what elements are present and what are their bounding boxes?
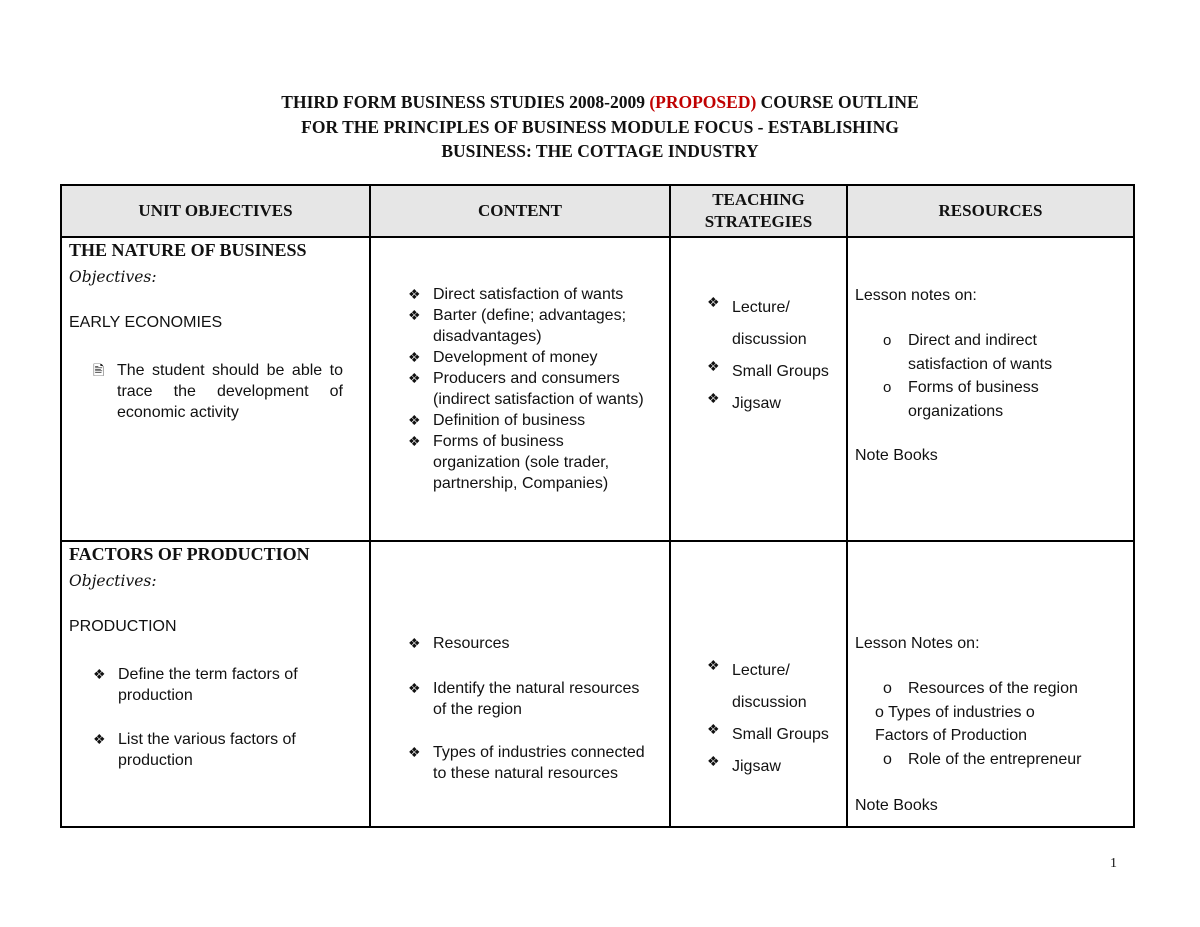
resources-intro: Lesson notes on:	[855, 287, 977, 304]
circle-bullet-icon: o	[883, 680, 892, 697]
diamond-bullet-icon: ❖	[408, 286, 421, 302]
list-item: ❖ Identify the natural resources of the region	[408, 680, 640, 718]
diamond-bullet-icon: ❖	[408, 744, 421, 760]
strategy-list	[707, 292, 832, 420]
diamond-bullet-icon: ❖	[408, 412, 421, 428]
table-row	[61, 541, 1134, 827]
resources-intro: Lesson Notes on:	[855, 635, 980, 652]
diamond-bullet-icon: ❖	[707, 294, 720, 310]
diamond-bullet-icon: ❖	[408, 680, 421, 696]
list-item: ❖ Forms of business organization (sole trader, partnership, Companies)	[408, 433, 610, 492]
list-item: ❖ Jigsaw	[707, 388, 832, 420]
list-item: o Direct and indirect satisfaction of wants	[883, 329, 1078, 376]
page-number: 1	[1110, 856, 1117, 871]
list-item: ❖ Resources	[408, 635, 510, 652]
unit-objectives-cell	[61, 541, 370, 827]
content-cell	[370, 237, 670, 541]
resources-cell	[847, 541, 1134, 827]
proposed-label: (PROPOSED)	[649, 92, 757, 112]
diamond-bullet-icon: ❖	[93, 666, 106, 682]
title-line-3: BUSINESS: THE COTTAGE INDUSTRY	[441, 141, 759, 161]
list-item: Factors of Production	[875, 727, 1028, 744]
diamond-bullet-icon: ❖	[707, 721, 720, 737]
list-item: ❖ List the various factors of production	[93, 731, 296, 769]
content-cell	[370, 541, 670, 827]
list-item: ❖ Development of money	[408, 349, 598, 366]
resources-list	[875, 677, 1128, 771]
title-line-2: FOR THE PRINCIPLES OF BUSINESS MODULE FOCUS - ESTABLISHING	[301, 116, 899, 137]
topic-heading: PRODUCTION	[69, 618, 177, 635]
circle-bullet-icon: o	[883, 750, 892, 768]
diamond-bullet-icon: ❖	[707, 390, 720, 406]
topic-heading: EARLY ECONOMIES	[69, 314, 223, 331]
list-item: ❖ Define the term factors of production	[93, 666, 298, 704]
list-item: 🖹 The student should be able to trace the development of economic activity	[93, 362, 343, 421]
list-item: ❖ Definition of business	[408, 412, 586, 429]
circle-bullet-icon: o	[875, 703, 884, 721]
content-list	[408, 633, 653, 784]
resources-note: Note Books	[855, 797, 938, 814]
diamond-bullet-icon: ❖	[707, 657, 720, 673]
header-teaching-strategies: TEACHING STRATEGIES	[670, 185, 847, 237]
list-item: ❖ Producers and consumers (indirect satisfaction of wants)	[408, 370, 644, 408]
objective-list	[93, 664, 343, 771]
resources-list	[883, 329, 1078, 423]
table-row	[61, 237, 1134, 541]
header-unit-objectives: UNIT OBJECTIVES	[61, 185, 370, 237]
header-row	[61, 185, 1134, 237]
diamond-bullet-icon: ❖	[408, 370, 421, 386]
teaching-strategies-cell	[670, 237, 847, 541]
title-line-1: THIRD FORM BUSINESS STUDIES 2008-2009 (PROPOSED) COURSE OUTLINE	[281, 92, 919, 112]
list-item: ❖ Small Groups	[707, 719, 832, 751]
list-item: o Forms of business organizations	[883, 376, 1078, 423]
list-item: o Role of the entrepreneur	[883, 748, 1128, 772]
list-item: ❖ Lecture/ discussion	[707, 655, 832, 719]
document-title	[0, 90, 1200, 164]
list-item: ❖ Jigsaw	[707, 751, 832, 783]
objective-list	[93, 360, 343, 423]
diamond-bullet-icon: ❖	[408, 433, 421, 449]
unit-objectives-cell	[61, 237, 370, 541]
diamond-bullet-icon: ❖	[408, 307, 421, 323]
circle-bullet-icon: o	[1025, 703, 1035, 721]
list-item: ❖ Lecture/ discussion	[707, 292, 832, 356]
diamond-bullet-icon: ❖	[408, 349, 421, 365]
circle-bullet-icon: o	[883, 332, 892, 349]
objectives-label: Objectives:	[69, 572, 157, 590]
resources-cell	[847, 237, 1134, 541]
list-item: ❖ Types of industries connected to these natural resources	[408, 744, 645, 782]
header-resources: RESOURCES	[847, 185, 1134, 237]
list-item: o Types of industries o	[875, 703, 1035, 721]
diamond-bullet-icon: ❖	[707, 753, 720, 769]
teaching-strategies-cell	[670, 541, 847, 827]
list-item: ❖ Small Groups	[707, 356, 832, 388]
diamond-bullet-icon: ❖	[93, 731, 106, 747]
strategy-list	[707, 655, 832, 783]
objectives-label: Objectives:	[69, 268, 157, 286]
list-item: ❖ Barter (define; advantages; disadvantages)	[408, 307, 627, 345]
diamond-bullet-icon: ❖	[408, 635, 421, 651]
section-title: THE NATURE OF BUSINESS	[69, 240, 307, 260]
circle-bullet-icon: o	[883, 379, 892, 396]
list-item: o Resources of the region	[883, 677, 1128, 701]
section-title: FACTORS OF PRODUCTION	[69, 544, 310, 564]
resources-note: Note Books	[855, 447, 938, 464]
document-bullet-icon: 🖹	[93, 362, 105, 378]
list-item: ❖ Direct satisfaction of wants	[408, 286, 624, 303]
content-list	[408, 284, 653, 494]
header-content: CONTENT	[370, 185, 670, 237]
course-outline-table	[60, 184, 1135, 828]
diamond-bullet-icon: ❖	[707, 358, 720, 374]
